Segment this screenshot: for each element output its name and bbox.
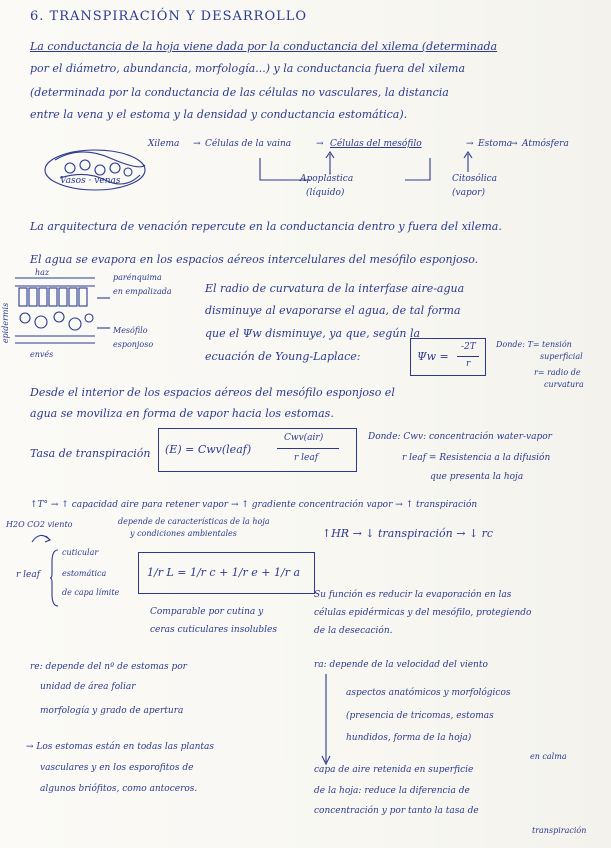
flow-connectors xyxy=(230,150,480,190)
comp-line-1: Comparable por cutina y xyxy=(150,607,264,617)
arquitectura-text: La arquitectura de venación repercute en la conductancia dentro y fuera del xilema. xyxy=(30,220,502,233)
ra-line-3: (presencia de tricomas, estomas xyxy=(346,711,494,721)
rleaf-brace xyxy=(50,548,60,608)
donde1-b: superficial xyxy=(540,352,583,361)
intro-line-4: entre la vena y el estoma y la densidad y conductancia estomática). xyxy=(30,108,408,121)
epidermis-label: epidermis xyxy=(1,302,11,344)
enves-label: envés xyxy=(30,350,54,359)
donde1-c: r= radio de xyxy=(534,368,581,377)
curvatura-line-3: que el Ψw disminuye, ya que, según la xyxy=(205,327,421,340)
tasa-eq-num: Cwv(air) xyxy=(284,433,324,443)
rl-eq: 1/r L = 1/r c + 1/r e + 1/r a xyxy=(147,566,301,579)
donde2-line-1: Donde: Cwv: concentración water-vapor xyxy=(368,432,552,442)
yl-den: r xyxy=(466,359,471,369)
leaf-cross-section-drawing xyxy=(15,270,115,360)
capa-line-4: transpiración xyxy=(532,826,587,835)
yl-num: -2T xyxy=(461,342,476,352)
rleaf-item-1: cuticular xyxy=(62,548,99,557)
flow-xilema: Xilema xyxy=(148,139,180,149)
curvatura-line-1: El radio de curvatura de la interfase aire-agua xyxy=(205,282,465,295)
rl-equation-box xyxy=(138,552,315,594)
yl-fraction-bar xyxy=(457,356,479,357)
donde1-d: curvatura xyxy=(544,380,584,389)
capa-line-3: concentración y por tanto la tasa de xyxy=(314,806,479,816)
estomas-line-2: vasculares y en los esporofitos de xyxy=(40,763,194,773)
mesofilo-label-1: Mesófilo xyxy=(113,326,148,335)
tasa-eq-left: (E) = Cwv(leaf) xyxy=(165,443,252,456)
ra-line-2: aspectos anatómicos y morfológicos xyxy=(346,688,511,698)
capa-line-2: de la hoja: reduce la diferencia de xyxy=(314,786,470,796)
yl-lhs: Ψw = xyxy=(417,350,449,363)
page-title: 6. TRANSPIRACIÓN Y DESARROLLO xyxy=(30,9,308,24)
liquido-label: (líquido) xyxy=(306,188,345,198)
hr-mid-1: depende de características de la hoja xyxy=(118,517,270,526)
vascular-bundle-drawing xyxy=(40,140,160,200)
young-laplace-box xyxy=(410,338,486,376)
donde2-line-2: r leaf = Resistencia a la difusión xyxy=(402,453,551,463)
hr-left: H2O CO2 viento xyxy=(6,520,73,529)
en-calma-note: en calma xyxy=(530,752,567,761)
re-line-3: morfología y grado de apertura xyxy=(40,706,184,716)
curvatura-line-4: ecuación de Young-Laplace: xyxy=(205,350,361,363)
vasos-venas-label: Vasos · venas xyxy=(60,176,121,186)
curvatura-line-2: disminuye al evaporarse el agua, de tal forma xyxy=(205,304,461,317)
intro-line-3: (determinada por la conductancia de las células no vasculares, la distancia xyxy=(30,86,449,99)
tasa-fraction-bar xyxy=(277,448,339,449)
funcion-line-1: Su función es reducir la evaporación en las xyxy=(314,590,512,600)
haz-label: haz xyxy=(35,268,50,277)
mesofilo-label-2: esponjoso xyxy=(113,340,154,349)
tasa-equation-box xyxy=(158,428,357,472)
tasa-eq-den: r leaf xyxy=(294,453,319,463)
comp-line-2: ceras cuticulares insolubles xyxy=(150,625,278,635)
hr-left-arrow xyxy=(30,528,52,546)
citosolica-label: Citosólica xyxy=(452,174,497,184)
rleaf-item-2: estomática xyxy=(62,569,107,578)
rleaf-item-3: de capa límite xyxy=(62,588,120,597)
intro-line-1: La conductancia de la hoja viene dada por la conductancia del xilema (determinada xyxy=(30,40,498,53)
parenquima-label-1: parénquima xyxy=(113,273,162,282)
ra-line-4: hundidos, forma de la hoja) xyxy=(346,733,472,743)
flow-celulas-mesofilo: Células del mesófilo xyxy=(330,139,422,149)
ra-line-1: ra: depende de la velocidad del viento xyxy=(314,660,488,670)
desde-line-1: Desde el interior de los espacios aéreos del mesófilo esponjoso el xyxy=(30,386,395,399)
hr-text: ↑HR → ↓ transpiración → ↓ rc xyxy=(322,527,494,540)
flow-celulas-vaina: Células de la vaina xyxy=(205,139,292,149)
temperatura-text: ↑T° → ↑ capacidad aire para retener vapor → ↑ gradiente concentración vapor → ↑ transpiración xyxy=(30,500,478,510)
flow-arrow-1: → xyxy=(193,139,201,149)
parenquima-label-2: en empalizada xyxy=(113,287,172,296)
re-line-2: unidad de área foliar xyxy=(40,682,136,692)
rleaf-label: r leaf xyxy=(16,570,41,580)
vapor-label: (vapor) xyxy=(452,188,485,198)
estomas-line-3: algunos briófitos, como antoceros. xyxy=(40,784,198,794)
estomas-line-1: → Los estomas están en todas las plantas xyxy=(26,742,214,752)
re-line-1: re: depende del nº de estomas por xyxy=(30,662,187,672)
apoplastica-label: Apoplástica xyxy=(300,174,354,184)
tasa-label: Tasa de transpiración xyxy=(30,447,151,460)
desde-line-2: agua se moviliza en forma de vapor hacia los estomas. xyxy=(30,407,334,420)
flow-arrow-2: → xyxy=(316,139,324,149)
flow-arrow-3: → xyxy=(466,139,474,149)
funcion-line-2: células epidérmicas y del mesófilo, protegiendo xyxy=(314,608,532,618)
intro-line-2: por el diámetro, abundancia, morfología...) y la conductancia fuera del xilema xyxy=(30,62,466,75)
ra-down-arrow xyxy=(320,674,332,774)
evapora-text: El agua se evapora en los espacios aéreos intercelulares del mesófilo esponjoso. xyxy=(30,253,479,266)
flow-arrow-4: → xyxy=(510,139,518,149)
donde1-a: Donde: T= tensión xyxy=(496,340,572,349)
capa-line-1: capa de aire retenida en superficie xyxy=(314,765,474,775)
donde2-line-3: que presenta la hoja xyxy=(430,472,524,482)
funcion-line-3: de la desecación. xyxy=(314,626,393,636)
flow-estoma: Estoma xyxy=(478,139,513,149)
hr-mid-2: y condiciones ambientales xyxy=(130,529,237,538)
flow-atmosfera: Atmósfera xyxy=(522,139,569,149)
